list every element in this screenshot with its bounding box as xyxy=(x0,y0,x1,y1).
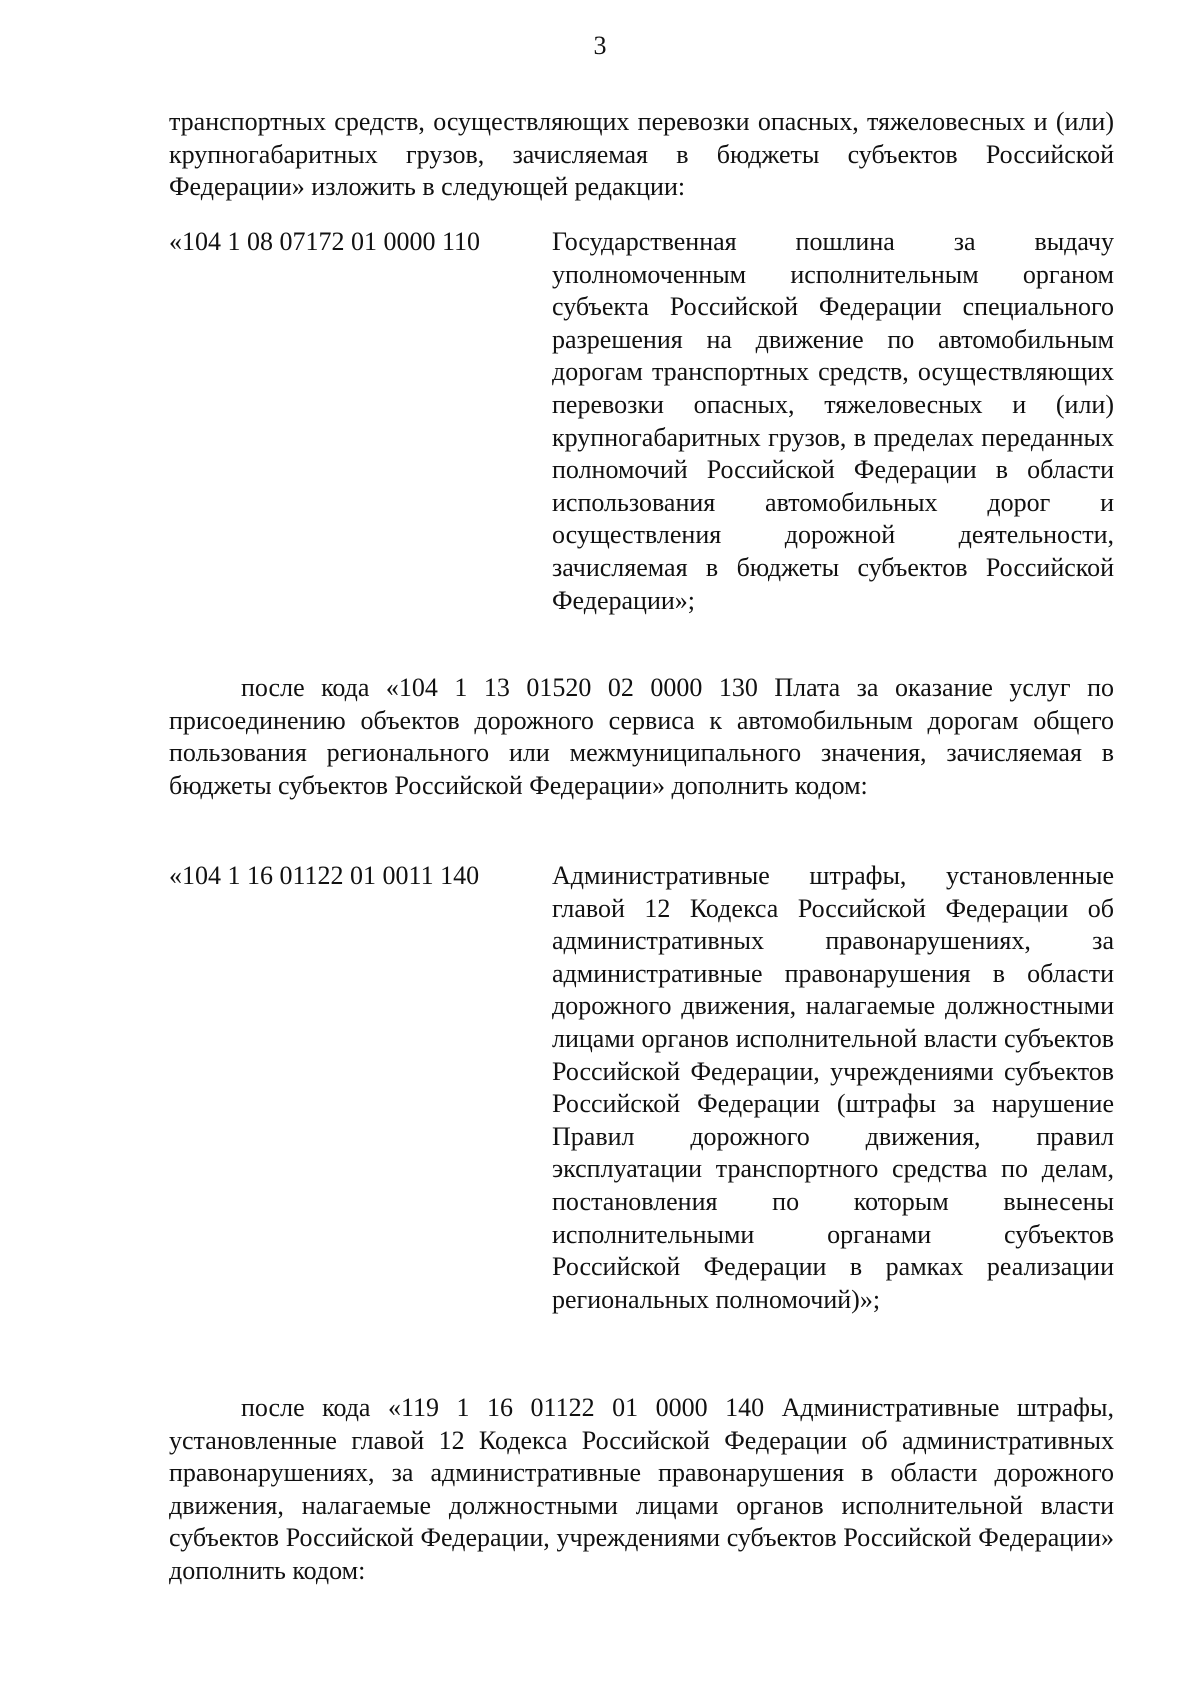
budget-code-description: Государственная пошлина за выдачу уполномоченным исполнительным органом субъекта Российской Федерации специального разрешения на движение по автомобильным дорогам транспортных средств, осуществляющих перевозки опасных, тяжеловесных и (или) крупногабаритных грузов, в пределах переданных полномочий Российской Федерации в области использования автомобильных дорог и осуществления дорожной деятельности, зачисляемая в бюджеты субъектов Российской Федерации»; xyxy=(552,227,1114,615)
paragraph-2: после кода «104 1 13 01520 02 0000 130 Плата за оказание услуг по присоединению объектов дорожного сервиса к автомобильным дорогам общего пользования регионального или межмуниципального значения, зачисляемая в бюджеты субъектов Российской Федерации» дополнить кодом: xyxy=(169,673,1114,800)
intro-paragraph-block xyxy=(169,106,1114,204)
paragraph-3: после кода «119 1 16 01122 01 0000 140 Административные штрафы, установленные главой 12 Кодекса Российской Федерации об административных правонарушениях, за административные правонарушения в области дорожного движения, налагаемые должностными лицами органов исполнительной власти субъектов Российской Федерации, учреждениями субъектов Российской Федерации» дополнить кодом: xyxy=(169,1393,1114,1585)
budget-code: «104 1 08 07172 01 0000 110 xyxy=(169,227,481,256)
paragraph-2-block xyxy=(169,672,1114,802)
paragraph-3-block xyxy=(169,1392,1114,1588)
budget-code-description: Административные штрафы, установленные главой 12 Кодекса Российской Федерации об административных правонарушениях, за административные правонарушения в области дорожного движения, налагаемые должностными лицами органов исполнительной власти субъектов Российской Федерации, учреждениями субъектов Российской Федерации (штрафы за нарушение Правил дорожного движения, правил эксплуатации транспортного средства по делам, постановления по которым вынесены исполнительными органами субъектов Российской Федерации в рамках реализации региональных полномочий)»; xyxy=(552,861,1114,1314)
intro-paragraph: транспортных средств, осуществляющих перевозки опасных, тяжеловесных и (или) крупногабаритных грузов, зачисляемая в бюджеты субъектов Российской Федерации» изложить в следующей редакции: xyxy=(169,107,1114,202)
page-number: 3 xyxy=(593,31,607,60)
budget-code: «104 1 16 01122 01 0011 140 xyxy=(169,861,480,890)
